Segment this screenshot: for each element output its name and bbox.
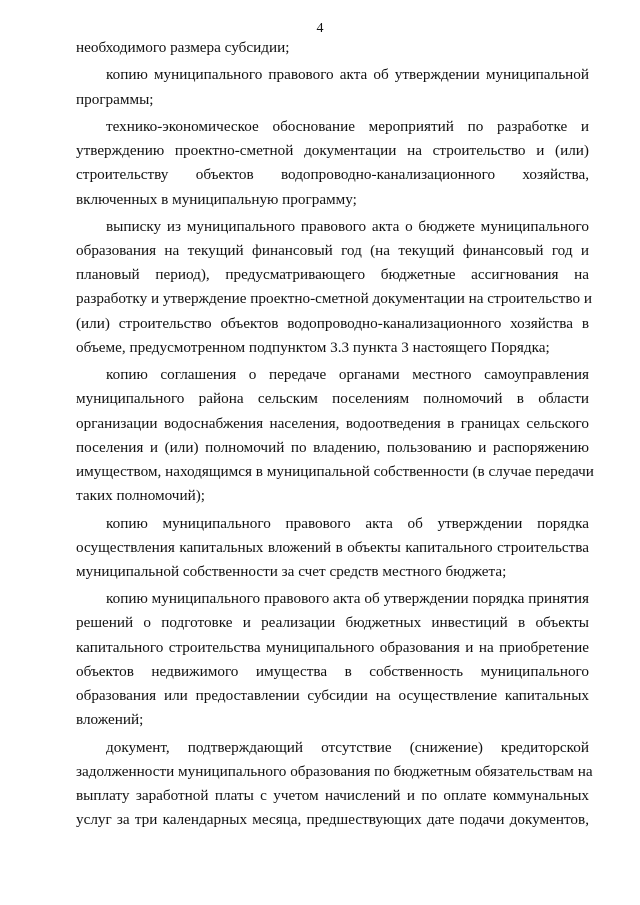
text-line: необходимого размера субсидии; (76, 39, 290, 56)
page-number: 4 (316, 21, 324, 36)
text-line: копию муниципального правового акта об утверждении муниципальной (106, 66, 589, 84)
text-line: вложений; (76, 711, 144, 729)
text-line: задолженности муниципального образования по бюджетным обязательствам на (76, 762, 593, 780)
text-line: муниципальной собственности за счет средств местного бюджета; (76, 562, 507, 580)
text-line: включенных в муниципальную программу; (76, 190, 357, 208)
text-line: таких полномочий); (76, 487, 205, 505)
text-line: (или) строительство объектов водопроводно-канализационного хозяйства в (76, 314, 589, 332)
document-body (76, 36, 594, 832)
text-line: услуг за три календарных месяца, предшествующих дате подачи документов, (76, 811, 589, 829)
text-line: образования на текущий финансовый год (на текущий финансовый год и (76, 242, 589, 260)
text-line: имуществом, находящимся в муниципальной собственности (в случае передачи (76, 462, 594, 480)
text-line: объектов недвижимого имущества в собственность муниципального (76, 662, 589, 680)
text-line: копию муниципального правового акта об утверждении порядка (106, 514, 589, 532)
text-line: выписку из муниципального правового акта о бюджете муниципального (106, 217, 589, 235)
text-line: образования или предоставлении субсидии на осуществление капитальных (76, 687, 589, 704)
text-line: организации водоснабжения населения, водоотведения в границах сельского (76, 414, 589, 432)
text-line: копию соглашения о передаче органами местного самоуправления (106, 366, 589, 384)
text-line: плановый период), предусматривающего бюджетные ассигнования на (76, 266, 589, 284)
text-line: поселения и (или) полномочий по владению, пользованию и распоряжению (76, 438, 589, 456)
text-line: объеме, предусмотренном подпунктом 3.3 пункта 3 настоящего Порядка; (76, 338, 550, 356)
text-line: программы; (76, 90, 154, 108)
text-line: утверждению проектно-сметной документации на строительство и (или) (76, 142, 589, 160)
text-line: капитального строительства муниципального образования и на приобретение (76, 638, 589, 656)
text-line: копию муниципального правового акта об утверждении порядка принятия (106, 590, 589, 608)
text-line: разработку и утверждение проектно-сметной документации на строительство и (76, 290, 593, 308)
text-line: муниципального района сельским поселениям полномочий в области (76, 390, 589, 408)
text-line: осуществления капитальных вложений в объекты капитального строительства (76, 538, 589, 556)
text-line: документ, подтверждающий отсутствие (снижение) кредиторской (106, 738, 589, 756)
text-line: технико-экономическое обоснование мероприятий по разработке и (106, 117, 589, 135)
text-line: решений о подготовке и реализации бюджетных инвестиций в объекты (76, 614, 589, 632)
text-line: выплату заработной платы с учетом начислений и по оплате коммунальных (76, 786, 589, 804)
text-line: строительству объектов водопроводно-канализационного хозяйства, (76, 166, 589, 184)
